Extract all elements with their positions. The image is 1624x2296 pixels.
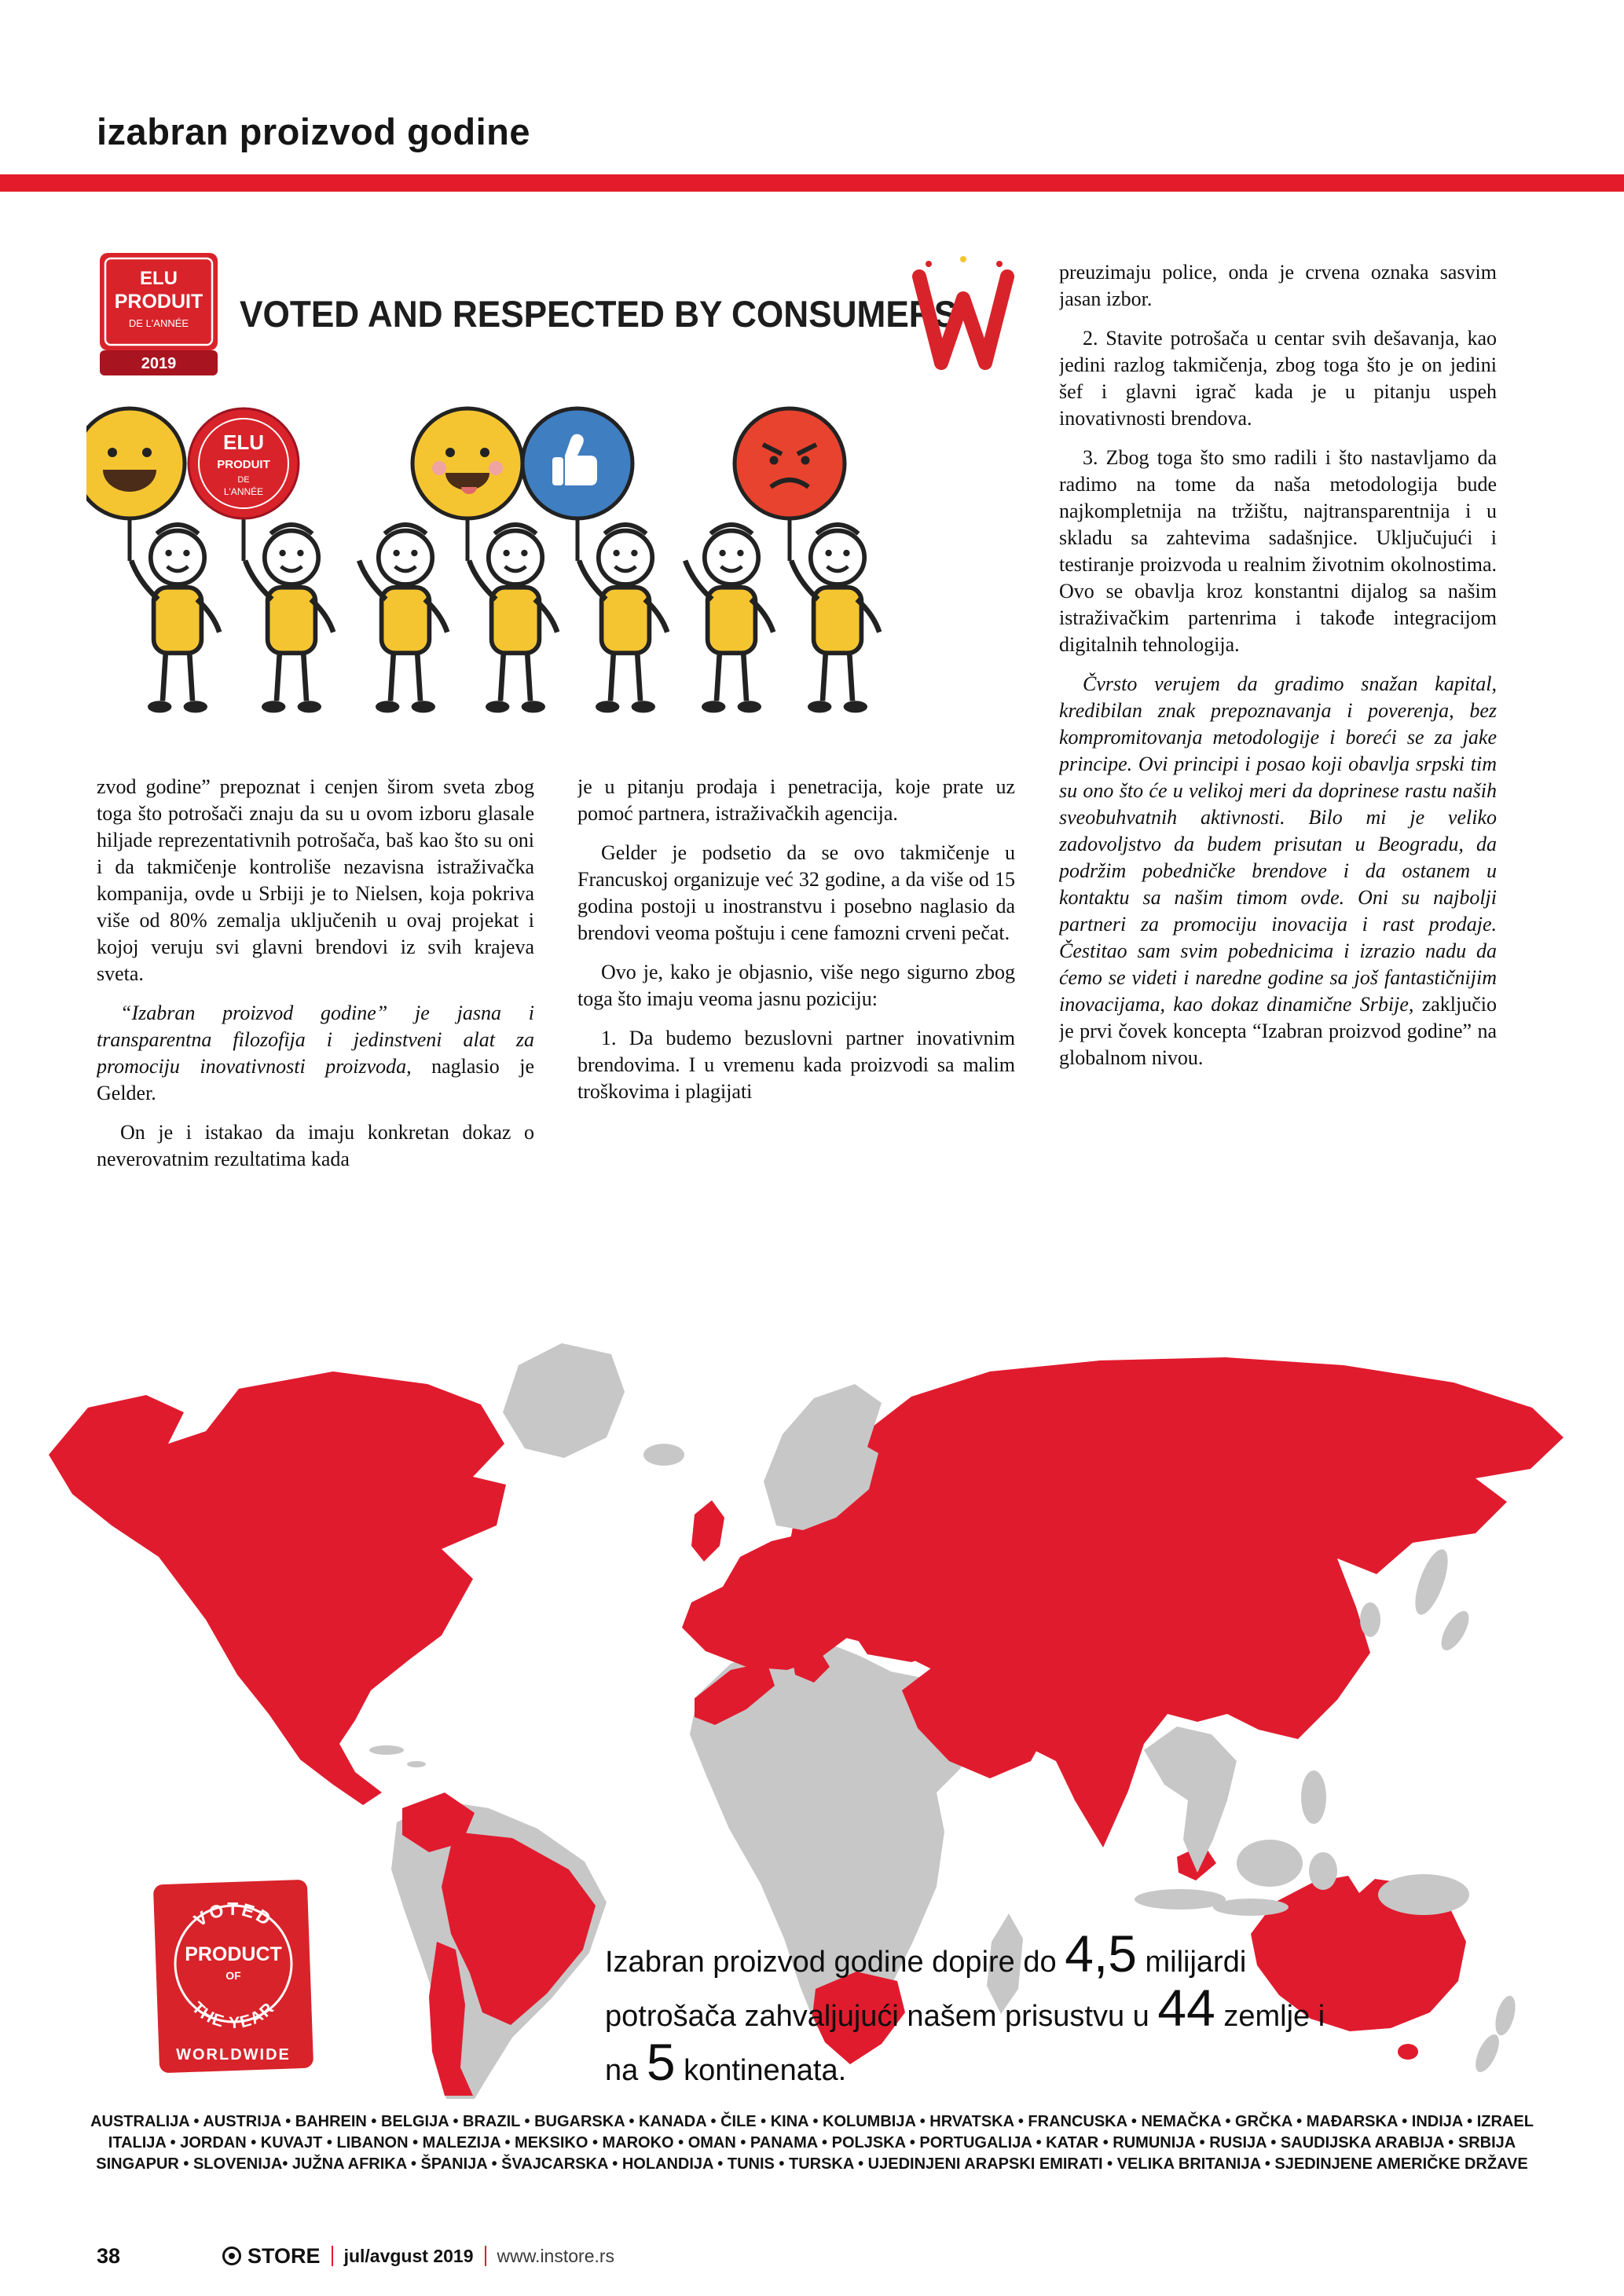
kid-figure	[791, 525, 879, 712]
article-column-3	[1059, 259, 1497, 1276]
badge-year: 2019	[141, 355, 177, 372]
article-paragraph: 1. Da budemo bezuslovni partner inovativnim brendovima. I u vremenu kada proizvodi sa malim troškovima i plagijati	[577, 1027, 1015, 1103]
caption-text: Izabran proizvod godine dopire do	[605, 1946, 1065, 1979]
footer-divider	[332, 2246, 333, 2266]
caption-text: milijardi potrošača zahvaljujući našem prisustvu u	[605, 1946, 1247, 2033]
map-caption	[605, 1924, 1336, 2093]
article-paragraph	[97, 1000, 534, 1107]
angry-sign-icon	[735, 408, 845, 518]
country-list	[47, 2111, 1577, 2175]
attribution-text: zaključio je prvi čovek koncepta “Izabran proizvod godine” na globalnom nivou.	[1059, 993, 1497, 1069]
world-map-section	[0, 1320, 1624, 2105]
w-logo-icon	[911, 253, 1017, 383]
badge-line3: DE L'ANNÉE	[128, 317, 189, 329]
kid-figure	[359, 525, 447, 712]
issue-date: jul/avgust 2019	[343, 2245, 474, 2266]
page-title: izabran proizvod godine	[97, 111, 531, 152]
article-paragraph: je u pitanju prodaja i penetracija, koje prate uz pomoć partnera, istraživačkih agencija.	[577, 775, 1015, 825]
page-footer	[97, 2240, 1527, 2272]
kid-figure	[685, 525, 773, 712]
voted-product-of-the-year-stamp	[153, 1879, 314, 2075]
kid-figure	[131, 525, 219, 712]
blush-smiley-sign-icon	[412, 408, 522, 518]
illustration-headline: VOTED AND RESPECTED BY CONSUMERS	[240, 293, 958, 335]
country-list-line: ITALIJA • JORDAN • KUVAJT • LIBANON • MALEZIJA • MEKSIKO • MAROKO • OMAN • PANAMA • POLJSKA • PORTUGALIJA • KATAR • RUMUNIJA • RUSIJA • SAUDIJSKA ARABIJA • SRBIJA	[108, 2134, 1516, 2151]
stamp-bottom-text: THE YEAR	[188, 1998, 279, 2033]
kid-figure	[245, 525, 333, 712]
kid-figure	[579, 525, 667, 712]
header-red-bar	[0, 174, 1624, 192]
quote-text: “Izabran proizvod godine” je jasna i transparentna filozofija i jedinstveni alat za promociju inovativnosti proizvoda,	[97, 1002, 534, 1078]
stamp-top-text: VOTED	[189, 1898, 277, 1931]
instore-logo-icon	[222, 2247, 241, 2265]
article-paragraph: zvod godine” prepoznat i cenjen širom sveta zbog toga što potrošači znaju da su u ovom izboru glasale hiljade reprezentativnih potrošača, baš kao što su oni i da takmičenje kontroliše nezavisna istraživačka kompanija, ovde u Srbiji je to Nielsen, koja pokriva više od 80% zemalja uključenih u ovaj projekat i kojoj veruju svi glavni brendovi iz svih krajeva sveta.	[97, 775, 534, 985]
sign-badge-line1: ELU	[223, 430, 264, 454]
instore-brand	[222, 2244, 321, 2269]
article-paragraph	[1059, 671, 1497, 1071]
country-list-line: AUSTRALIJA • AUSTRIJA • BAHREIN • BELGIJA • BRAZIL • BUGARSKA • KANADA • ČILE • KINA • KOLUMBIJA • HRVATSKA • FRANCUSKA • NEMAČKA • GRČKA • MAĐARSKA • INDIJA • IZRAEL	[90, 2113, 1534, 2130]
page-number: 38	[97, 2243, 121, 2268]
website-url: www.instore.rs	[497, 2245, 615, 2266]
sign-badge-line4: L'ANNÉE	[223, 486, 264, 497]
stamp-icon	[153, 1879, 314, 2075]
attribution-text: naglasio je Gelder.	[97, 1055, 534, 1104]
footer-divider	[485, 2246, 486, 2266]
article-paragraph: Ovo je, kako je objasnio, više nego sigurno zbog toga što imaju veoma jasnu poziciju:	[577, 961, 1015, 1010]
stamp-of-text: OF	[225, 1969, 241, 1982]
sign-badge-line2: PRODUIT	[217, 458, 270, 471]
kid-figure	[469, 525, 557, 712]
header-illustration	[86, 236, 1025, 770]
elu-sign-icon	[189, 408, 299, 518]
caption-text: kontinenata.	[675, 2054, 847, 2087]
caption-text: zemlje i na	[605, 2000, 1325, 2087]
badge-line1: ELU	[140, 268, 178, 289]
article-paragraph: 3. Zbog toga što smo radili i što nastavljamo da radimo na tome da naša metodologija bude najkompletnija na tržištu, najtransparentnija i u skladu sa zahtevima sadašnjice. Uključujući i testiranje proizvoda u realnim životnim okolnostima. Ovo se obavlja kroz konstantni dijalog sa našim istraživačkim partenrima i takođe integracijom digitalnih tehnologija.	[1059, 446, 1497, 656]
article-paragraph: 2. Stavite potrošača u centar svih dešavanja, kao jedini razlog takmičenja, zbog toga što je on jedini šef i glavni igrač kada je u pitanju uspeh inovativnosti brendova.	[1059, 327, 1497, 430]
elu-badge-icon	[98, 251, 220, 379]
caption-number-billions: 4,5	[1065, 1924, 1137, 1983]
article-column-2	[577, 774, 1015, 1269]
cartoon-crowd-illustration	[86, 385, 1017, 750]
article-paragraph: On je i istakao da imaju konkretan dokaz o neverovatnim rezultatima kada	[97, 1121, 534, 1170]
thumbs-up-sign-icon	[522, 408, 632, 518]
smiley-sign-icon	[86, 408, 185, 518]
stamp-product-text: PRODUCT	[185, 1943, 282, 1965]
caption-number-countries: 44	[1157, 1979, 1215, 2037]
article-paragraph: preuzimaju police, onda je crvena oznaka sasvim jasan izbor.	[1059, 261, 1497, 310]
quote-text: Čvrsto verujem da gradimo snažan kapital, kredibilan znak prepoznavanja i poverenja, bez kompromitovanja metodologije i boreći se za jake principe. Ovi principi i posao koji obavlja srpski tim su ono što će u velikoj meri da doprinese rastu naših sveobuhvatnih aktivnosti. Bilo mi je veliko zadovoljstvo da budem prisutan u Beogradu, da podržim pobedničke brendove i da ostanem u kontaktu sa našim timom ovde. Oni su najbolji partneri za promociju inovacija i rast prodaje. Čestitao sam svim pobednicima i izrazio nadu da ćemo se videti i naredne godine sa još fantastičnijim inovacijama, kao dokaz dinamične Srbije,	[1059, 672, 1497, 1016]
country-list-line: SINGAPUR • SLOVENIJA• JUŽNA AFRIKA • ŠPANIJA • ŠVAJCARSKA • HOLANDIJA • TUNIS • TURSKA • UJEDINJENI ARAPSKI EMIRATI • VELIKA BRITANIJA • SJEDINJENE AMERIČKE DRŽAVE	[96, 2155, 1528, 2173]
sign-badge-line3: DE	[237, 475, 250, 485]
article-column-1	[97, 774, 534, 1269]
badge-line2: PRODUIT	[114, 291, 203, 313]
caption-number-continents: 5	[646, 2033, 676, 2091]
brand-name: STORE	[247, 2243, 321, 2268]
article-paragraph: Gelder je podsetio da se ovo takmičenje u Francuskoj organizuje već 32 godine, a da više od 15 godina postoji u inostranstvu i posebno naglasio da brendovi veoma poštuju i cene famozni crveni pečat.	[577, 841, 1015, 944]
stamp-worldwide-text: WORLDWIDE	[176, 2046, 291, 2063]
